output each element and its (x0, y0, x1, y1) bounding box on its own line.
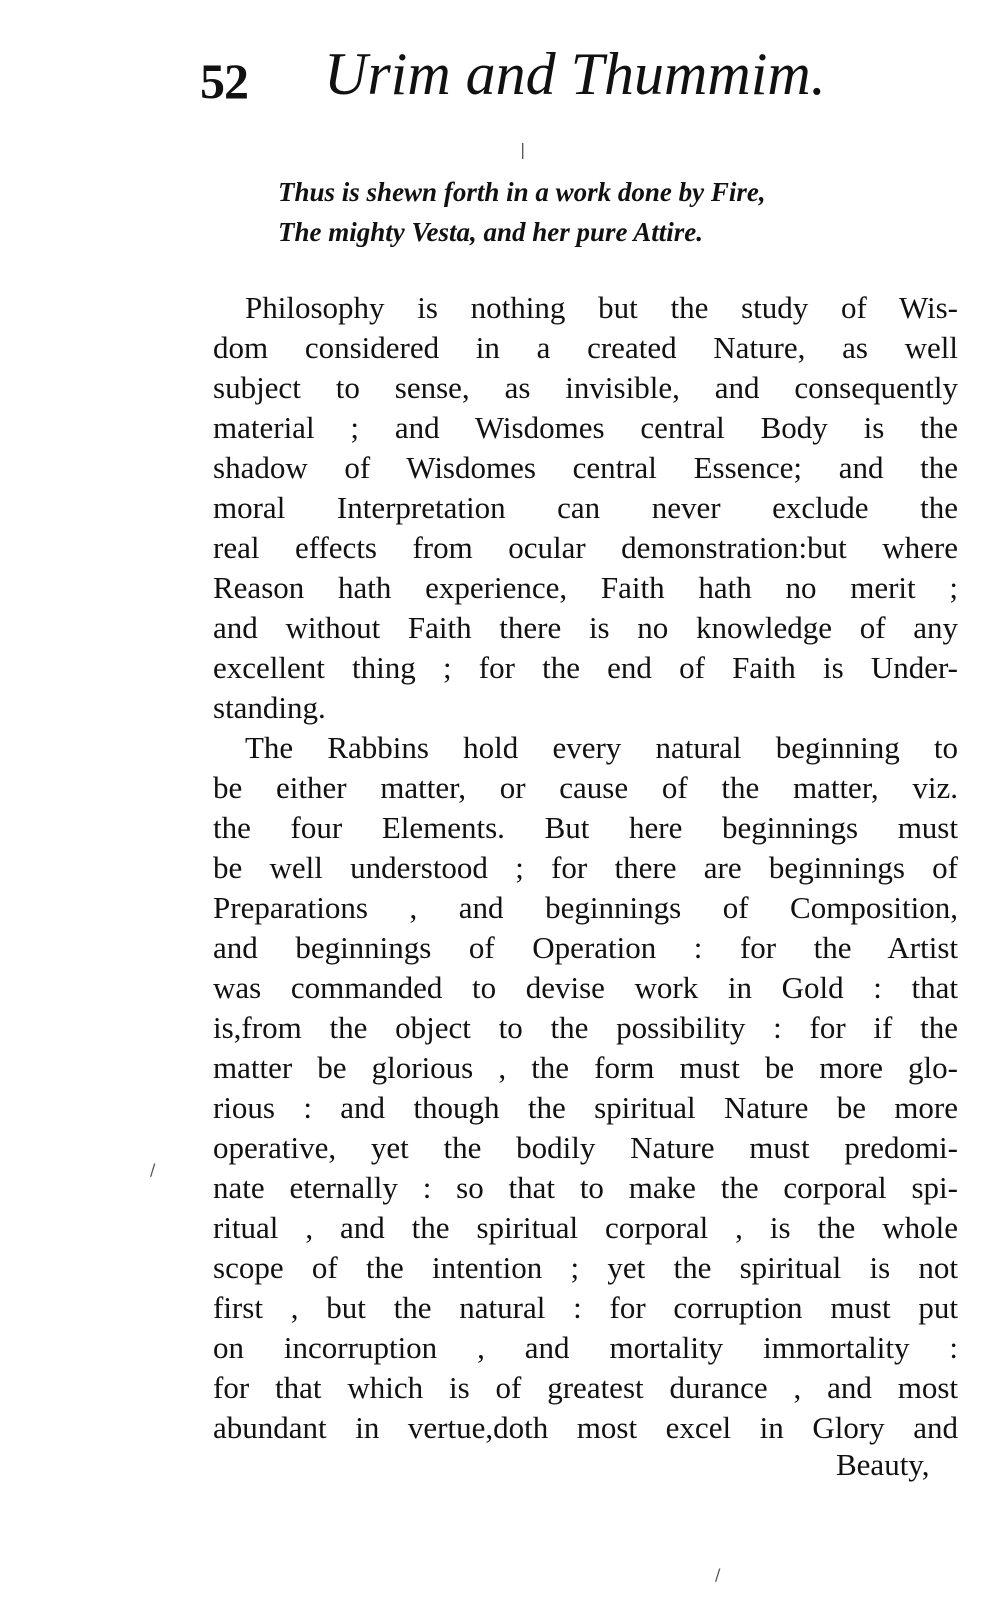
text-line: excellent thing ; for the end of Faith is Under- (213, 650, 958, 685)
text-line: matter be glorious , the form must be more glo- (213, 1050, 958, 1085)
text-line: ritual , and the spiritual corporal , is the whole (213, 1210, 958, 1245)
print-speck: / (715, 1565, 721, 1584)
paragraph-rabbins (213, 728, 958, 1448)
print-speck: / (150, 1160, 156, 1179)
text-line: be well understood ; for there are beginnings of (213, 850, 958, 885)
running-title: Urim and Thummim. (324, 41, 826, 107)
paragraph-philosophy (213, 288, 958, 728)
text-line: moral Interpretation can never exclude the (213, 490, 958, 525)
page-header (200, 40, 880, 120)
text-line: the four Elements. But here beginnings must (213, 810, 958, 845)
text-line: real effects from ocular demonstration:but where (213, 530, 958, 565)
text-line: rious : and though the spiritual Nature be more (213, 1090, 958, 1125)
text-line: Philosophy is nothing but the study of Wis- (245, 290, 958, 325)
verse-couplet (278, 172, 918, 252)
text-line: was commanded to devise work in Gold : that (213, 970, 958, 1005)
text-line: is,from the object to the possibility : for if the (213, 1010, 958, 1045)
print-speck: | (520, 140, 526, 159)
text-line: first , but the natural : for corruption must put (213, 1290, 958, 1325)
catchword: Beauty, (836, 1447, 930, 1482)
text-line: standing. (213, 690, 326, 725)
verse-line: Thus is shewn forth in a work done by Fire, (278, 177, 766, 207)
text-line: nate eternally : so that to make the corporal spi- (213, 1170, 958, 1205)
text-line: subject to sense, as invisible, and consequently (213, 370, 958, 405)
text-line: Reason hath experience, Faith hath no merit ; (213, 570, 958, 605)
body-text (213, 288, 958, 1448)
verse-line: The mighty Vesta, and her pure Attire. (278, 217, 704, 247)
text-line: dom considered in a created Nature, as well (213, 330, 958, 365)
text-line: for that which is of greatest durance , and most (213, 1370, 958, 1405)
text-line: be either matter, or cause of the matter, viz. (213, 770, 958, 805)
text-line: The Rabbins hold every natural beginning to (245, 730, 958, 765)
text-line: on incorruption , and mortality immortality : (213, 1330, 958, 1365)
text-line: and without Faith there is no knowledge of any (213, 610, 958, 645)
text-line: abundant in vertue,doth most excel in Glory and (213, 1410, 958, 1445)
text-line: operative, yet the bodily Nature must predomi- (213, 1130, 958, 1165)
text-line: material ; and Wisdomes central Body is the (213, 410, 958, 445)
text-line: shadow of Wisdomes central Essence; and the (213, 450, 958, 485)
text-line: and beginnings of Operation : for the Artist (213, 930, 958, 965)
page-number: 52 (200, 53, 248, 109)
text-line: Preparations , and beginnings of Composition, (213, 890, 958, 925)
text-line: scope of the intention ; yet the spiritual is not (213, 1250, 958, 1285)
